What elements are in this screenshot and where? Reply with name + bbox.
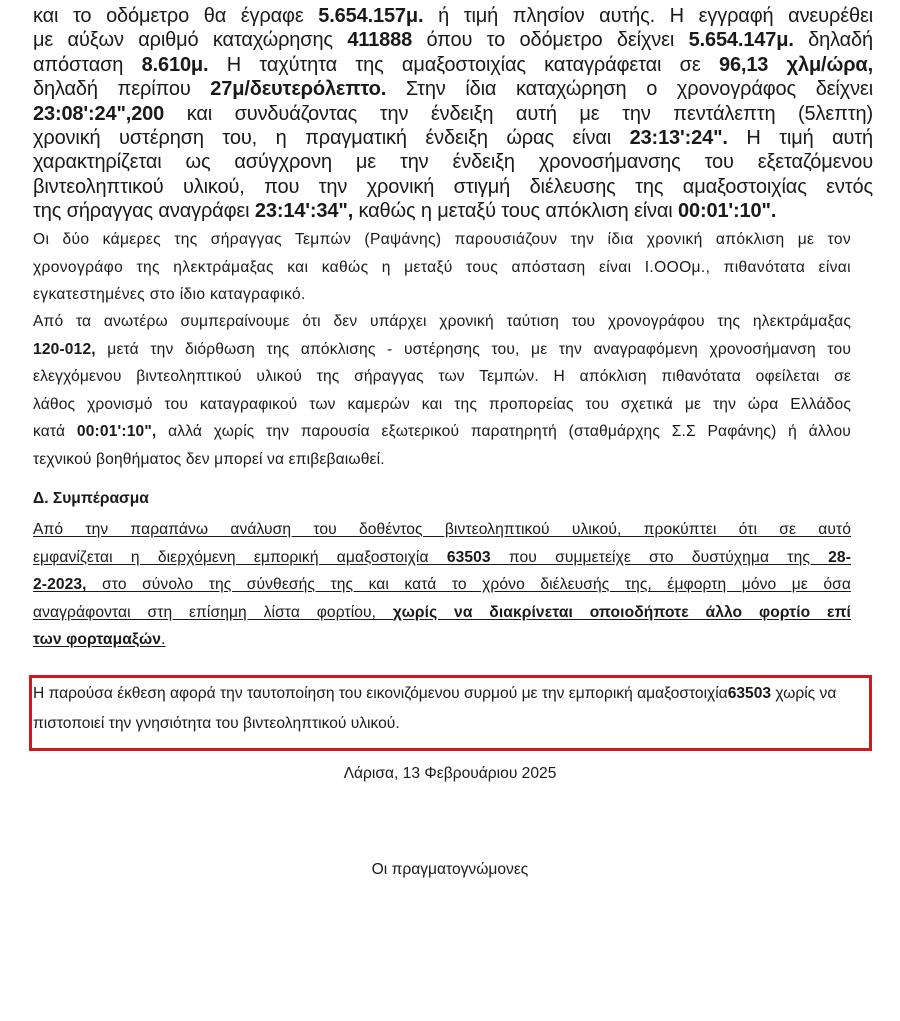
text-run: Οι δύο κάμερες της σήραγγας Τεμπών (Ραψάνης) παρουσιάζουν την ίδια χρονική απόκλιση με τον (33, 231, 851, 248)
emphasis-text: 96,13 χλμ/ώρα, (718, 53, 873, 76)
emphasis-text: 5.654.147μ. (688, 29, 794, 52)
time-mismatch-paragraph (33, 308, 851, 473)
text-run: Από τα ανωτέρω συμπεραίνουμε ότι δεν υπάρχει χρονική ταύτιση του χρονογράφου της ηλεκτράμαξας (33, 313, 851, 330)
text-line (33, 571, 851, 599)
section-heading: Δ. Συμπέρασμα (33, 490, 149, 507)
signature-line: Οι πραγματογνώμονες (371, 861, 529, 878)
text-line (33, 126, 873, 150)
text-run: Από την παραπάνω ανάλυση του δοθέντος βιντεοληπτικού υλικού, προκύπτει ότι σε αυτό (33, 521, 851, 538)
emphasis-text: 8.610μ. (141, 53, 209, 76)
text-run: λάθος χρονισμό του καταγραφικού των καμερών και της προπορείας του σχετικά με την ώρα Ελλάδος (33, 395, 851, 413)
emphasis-text: 23:08':24",200 (33, 102, 165, 125)
text-line (33, 226, 851, 254)
text-line (33, 102, 873, 126)
text-run: δηλαδή περίπου (33, 78, 211, 101)
emphasis-text: χωρίς να διακρίνεται οποιοδήποτε άλλο φορτίο επί (392, 603, 851, 621)
emphasis-text: 5.654.157μ. (318, 5, 424, 27)
text-line (33, 685, 728, 702)
text-line (33, 363, 851, 391)
text-line (33, 418, 851, 446)
text-line (33, 4, 873, 28)
text-run: χαρακτηρίζεται ως ασύγχρονη με την ένδειξη χρονοσήμανσης του εξεταζόμενου (33, 151, 873, 174)
text-run: ελεγχόμενου βιντεοληπτικού υλικού της σήραγγας των Τεμπών. Η απόκλιση πιθανότατα οφείλεται σε (33, 368, 851, 385)
text-line (33, 336, 851, 364)
text-line (33, 446, 851, 474)
text-run: χρονική υστέρηση του, η πραγματική ένδειξη ώρας είναι (33, 127, 630, 150)
text-run: Η παρούσα έκθεση αφορά την ταυτοποίηση του εικονιζόμενου συρμού με την εμπορική αμαξοστοιχία (33, 685, 728, 702)
emphasis-text: 00:01':10", (76, 423, 157, 440)
text-run: της σήραγγας αναγράφει (33, 200, 255, 223)
emphasis-text: 2-2023, (33, 576, 87, 593)
text-run: ή τιμή πλησίον αυτής. Η εγγραφή ανευρέθει (423, 5, 873, 27)
text-line (33, 175, 873, 199)
conclusion-summary (33, 516, 851, 654)
text-line (33, 626, 851, 654)
text-line (33, 599, 851, 627)
text-run: μετά την διόρθωση της απόκλισης - υστέρησης του, με την αναγραφόμενη χρονοσήμανση του (95, 340, 851, 358)
emphasis-text: 63503 (727, 685, 772, 702)
text-line (33, 53, 873, 77)
text-run: Στην ίδια καταχώρηση ο χρονογράφος δείχνει (386, 78, 873, 101)
text-line (33, 391, 851, 419)
text-run: και συνδυάζοντας την ένδειξη αυτή με την πεντάλεπτη (5λεπτη) (164, 102, 873, 125)
emphasis-text: των φορταμαξών (33, 631, 162, 648)
text-run: εγκατεστημένες στο ίδιο καταγραφικό. (33, 286, 306, 303)
text-run: Η τιμή αυτή (727, 127, 874, 150)
emphasis-text: 411888 (347, 29, 413, 52)
text-run: με αύξων αριθμό καταχώρησης (33, 29, 348, 52)
emphasis-text: 27μ/δευτερόλεπτο. (210, 78, 387, 101)
text-run: αναγράφονται στη επίσημη λίστα φορτίου, (33, 603, 393, 621)
place-and-date: Λάρισα, 13 Φεβρουάριου 2025 (343, 765, 557, 782)
text-line (33, 254, 851, 282)
text-run: χωρίς να πιστοποιεί την γνησιότητα του βιντεοληπτικού υλικού. (33, 685, 837, 732)
text-run: . (161, 631, 166, 648)
text-run: κατά (33, 423, 77, 440)
text-line (33, 516, 851, 544)
text-line (33, 308, 851, 336)
text-line (33, 77, 873, 101)
text-run: βιντεοληπτικού υλικού, που την χρονική στιγμή διέλευσης της αμαξοστοιχίας εντός (33, 175, 873, 198)
text-run: χρονογράφο της ηλεκτράμαξας και καθώς η μεταξύ τους απόσταση είναι Ι.ΟΟΟμ., πιθανότατα είναι (33, 258, 851, 276)
text-run: που συμμετείχε στο δυστύχημα της (490, 548, 829, 566)
text-run: τεχνικού βοηθήματος δεν μπορεί να επιβεβαιωθεί. (33, 450, 385, 468)
emphasis-text: 23:14':34", (254, 200, 354, 223)
text-run: καθώς η μεταξύ τους απόκλιση είναι (353, 200, 679, 223)
speedometer-analysis-paragraph (33, 4, 873, 224)
text-line (33, 199, 873, 223)
text-line (33, 28, 873, 52)
text-run: εμφανίζεται η διερχόμενη εμπορική αμαξοστοιχία (33, 548, 447, 566)
text-run: Η ταχύτητα της αμαξοστοιχίας καταγράφεται σε (208, 53, 719, 76)
text-line (33, 150, 873, 174)
text-run: απόσταση (33, 53, 142, 76)
cameras-paragraph (33, 226, 851, 309)
text-line (33, 544, 851, 572)
text-run: στο σύνολο της σύνθεσής της και κατά το χρόνο διέλευσής της, έμφορτη μόνο με όσα (86, 576, 851, 593)
emphasis-text: 23:13':24". (629, 127, 728, 150)
text-run: αλλά χωρίς την παρουσία εξωτερικού παρατηρητή (σταθμάρχης Σ.Σ Ραφάνης) ή άλλου (156, 423, 851, 440)
disclaimer-note (33, 679, 851, 739)
text-run: και το οδόμετρο θα έγραφε (33, 5, 319, 27)
emphasis-text: 00:01':10". (678, 200, 777, 223)
emphasis-text: 63503 (446, 548, 491, 566)
emphasis-text: 120-012, (33, 340, 96, 358)
emphasis-text: 28- (828, 548, 851, 566)
text-line (33, 281, 851, 309)
text-run: δηλαδή (793, 29, 873, 52)
text-run: όπου το οδόμετρο δείχνει (412, 29, 689, 52)
